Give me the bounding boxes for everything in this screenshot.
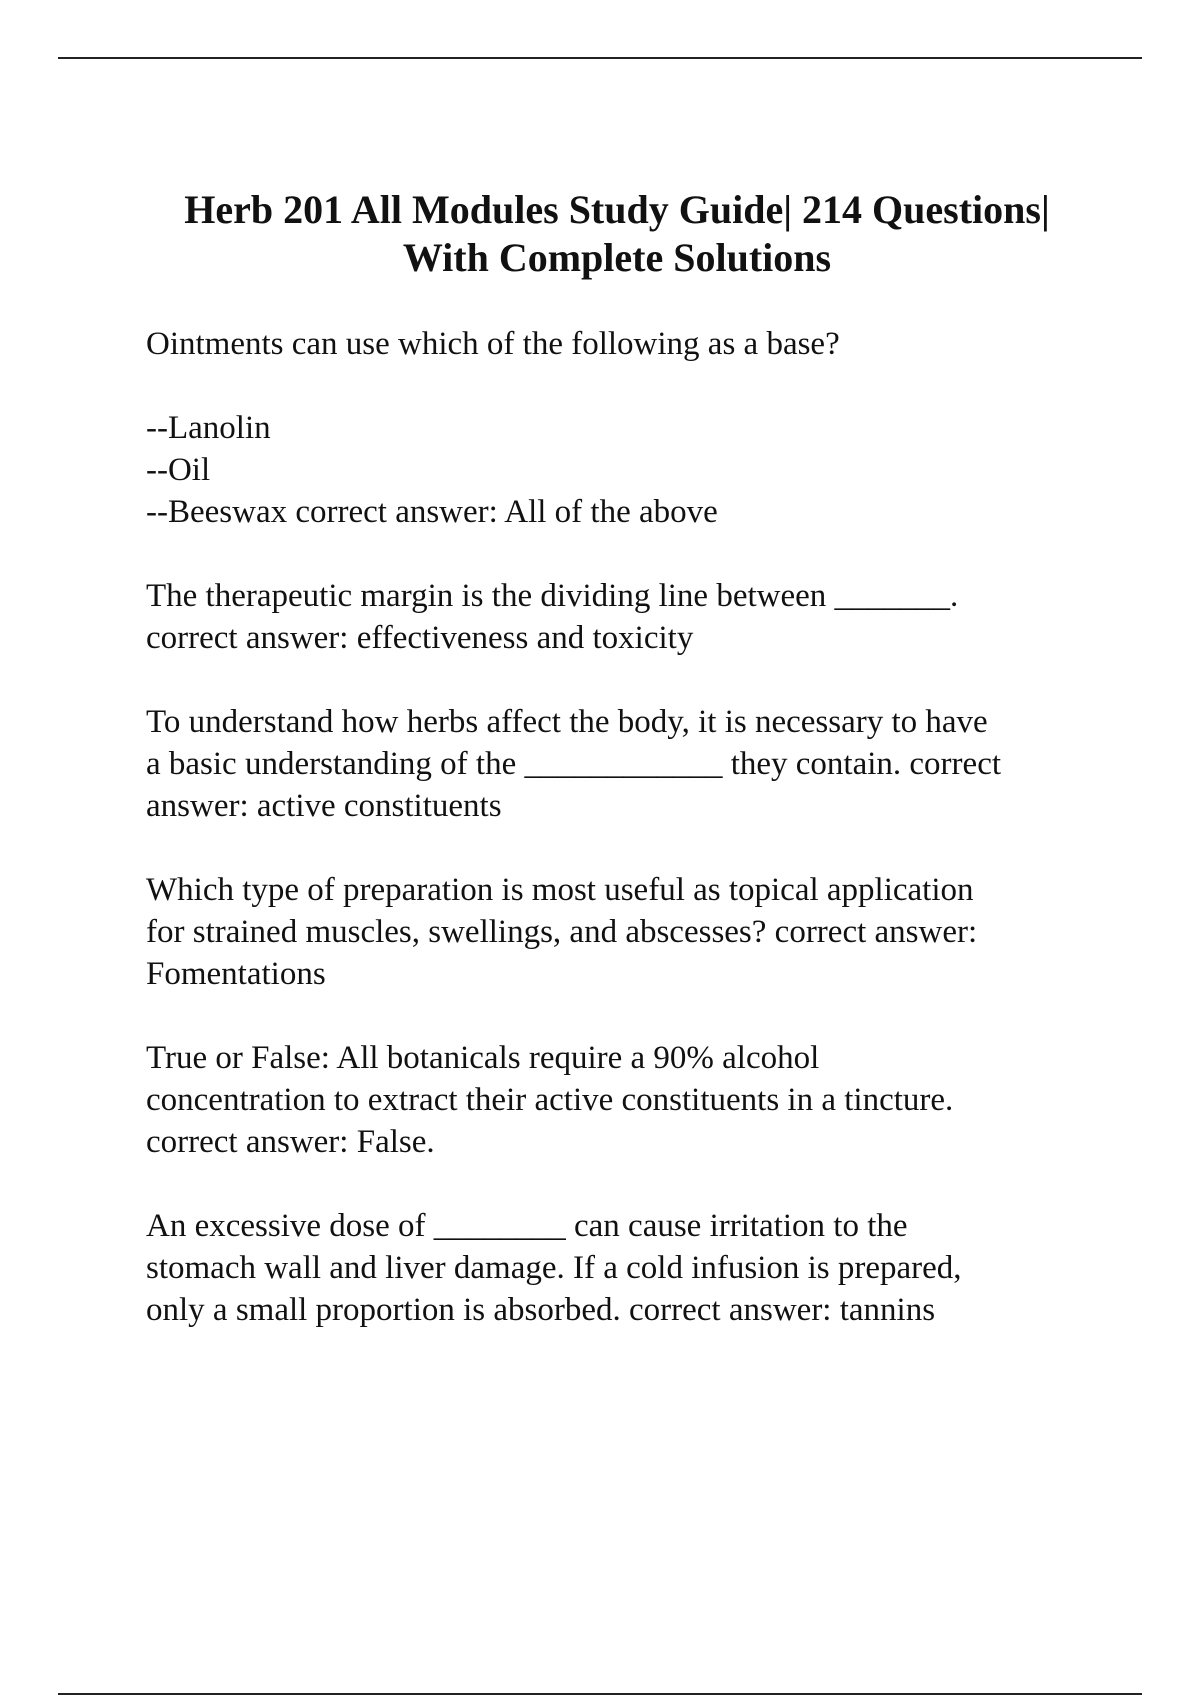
paragraph-tannins xyxy=(146,1205,1116,1331)
paragraph-therapeutic-margin xyxy=(146,575,1116,659)
header-rule xyxy=(58,57,1142,59)
text-line: Fomentations xyxy=(146,956,326,992)
text-line: only a small proportion is absorbed. correct answer: tannins xyxy=(146,1292,936,1328)
text-line: answer: active constituents xyxy=(146,788,502,824)
text-line: a basic understanding of the ____________ they contain. correct xyxy=(146,746,1002,782)
paragraph-active-constituents xyxy=(146,701,1116,827)
title-line-1: Herb 201 All Modules Study Guide| 214 Questions| xyxy=(184,187,1050,232)
text-line: correct answer: False. xyxy=(146,1124,435,1160)
text-line: --Oil xyxy=(146,452,211,488)
text-line: The therapeutic margin is the dividing line between _______. xyxy=(146,578,959,614)
text-line: --Beeswax correct answer: All of the above xyxy=(146,494,718,530)
text-line: stomach wall and liver damage. If a cold infusion is prepared, xyxy=(146,1250,962,1286)
document-body xyxy=(146,323,1116,1373)
text-line: To understand how herbs affect the body, it is necessary to have xyxy=(146,704,988,740)
text-line: True or False: All botanicals require a 90% alcohol xyxy=(146,1040,820,1076)
footer-rule xyxy=(58,1693,1142,1695)
text-line: --Lanolin xyxy=(146,410,271,446)
text-line: Ointments can use which of the following as a base? xyxy=(146,326,840,362)
text-line: for strained muscles, swellings, and abscesses? correct answer: xyxy=(146,914,978,950)
paragraph-ointments-question xyxy=(146,323,1116,365)
text-line: Which type of preparation is most useful as topical application xyxy=(146,872,974,908)
paragraph-topical-application xyxy=(146,869,1116,995)
title-line-2: With Complete Solutions xyxy=(402,235,832,280)
text-line: concentration to extract their active constituents in a tincture. xyxy=(146,1082,954,1118)
text-line: correct answer: effectiveness and toxicity xyxy=(146,620,694,656)
paragraph-alcohol-concentration xyxy=(146,1037,1116,1163)
paragraph-ointments-options xyxy=(146,407,1116,533)
text-line: An excessive dose of ________ can cause irritation to the xyxy=(146,1208,908,1244)
document-title xyxy=(120,186,1114,282)
